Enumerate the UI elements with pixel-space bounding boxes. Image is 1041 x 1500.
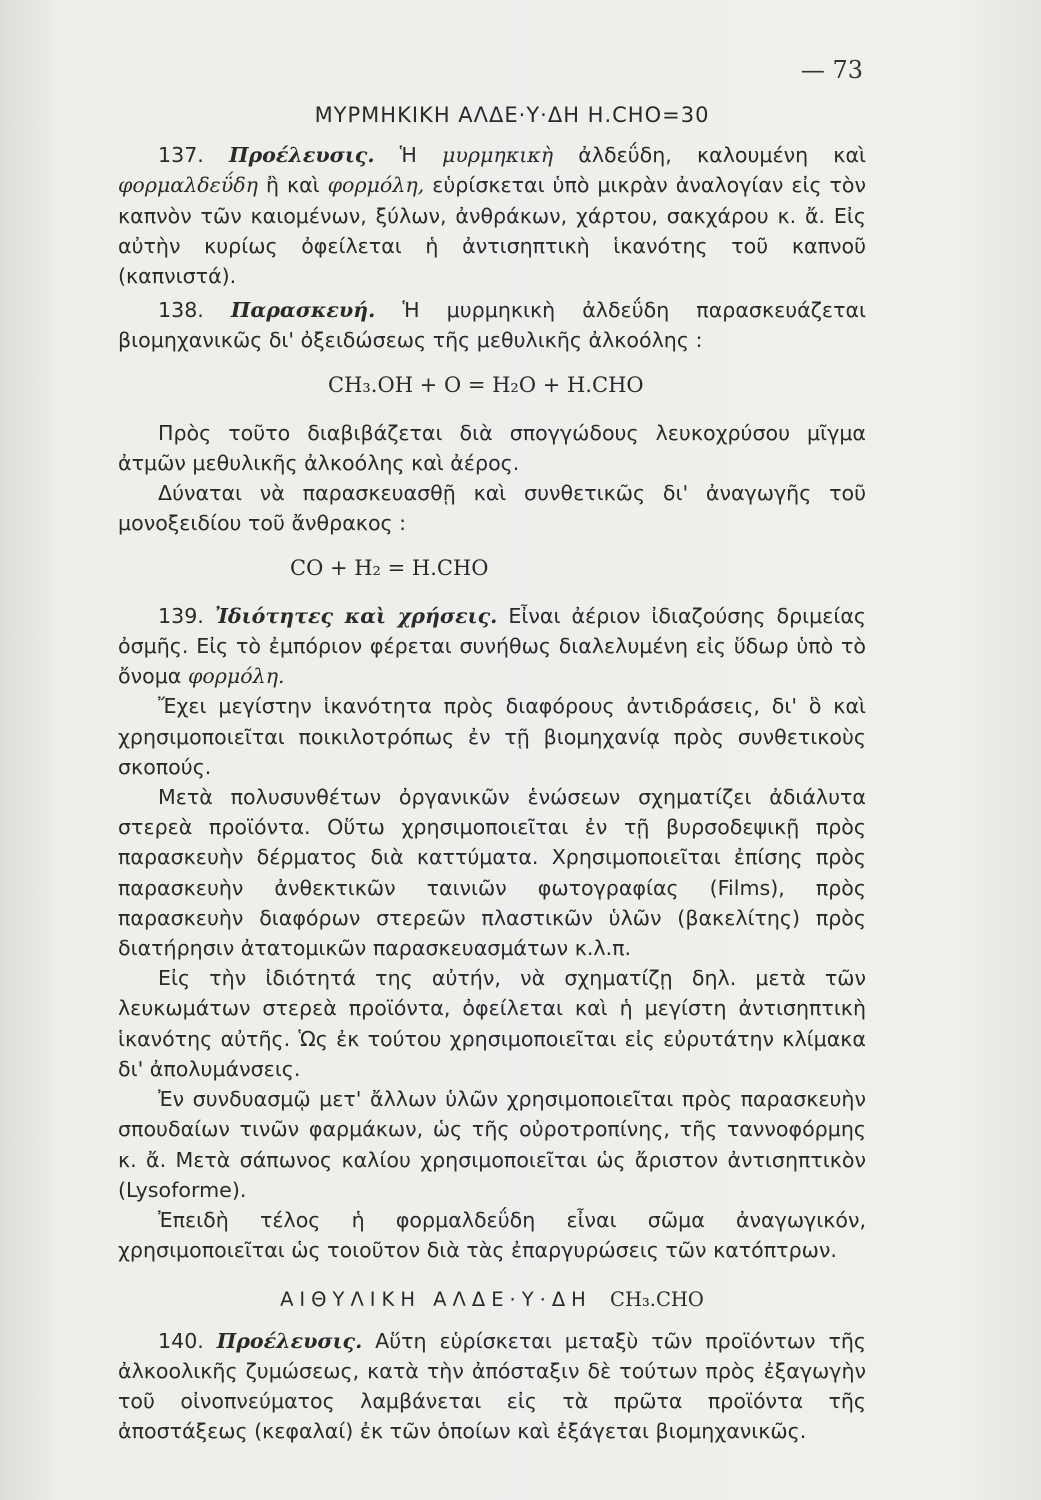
page-number: — 73	[800, 56, 863, 84]
paragraph-title: Προέλευσις.	[216, 1328, 363, 1353]
emphasis-term: φορμαλδεΰδη	[118, 173, 258, 198]
text-run: ἢ καὶ	[265, 173, 320, 198]
emphasis-term: φορμόλη.	[187, 664, 285, 689]
emphasis-term: μυρμηκικὴ	[441, 143, 554, 168]
text-run: εὑρίσκεται ὑπὸ μικρὰν ἀναλογίαν εἰς τὸν καπνὸν τῶν καιομένων, ξύλων, ἀνθράκων, χάρτου, σακχάρου κ. ἄ. Εἰς αὐτὴν κυρίως ὀφείλεται ἡ ἀντισηπτικὴ ἱκανότης τοῦ καπνοῦ (καπνιστά).	[118, 173, 867, 289]
text-run: Εἶναι ἀέριον ἰδιαζούσης δριμείας ὀσμῆς. Εἰς τὸ ἐμπόριον φέρεται συνήθως διαλελυμένη εἰς ὕδωρ ὑπὸ τὸ ὄνομα	[118, 603, 867, 689]
paragraph-139-uses: Μετὰ πολυσυνθέτων ὀργανικῶν ἑνώσεων σχηματίζει ἀδιάλυτα στερεὰ προϊόντα. Οὕτω χρησιμοποιεῖται ἐν τῇ βυρσοδεψικῇ πρὸς παρασκευὴν δέρματος διὰ καττύματα. Χρησιμοποιεῖται ἐπίσης πρὸς παρασκευὴν ἀνθεκτικῶν ταινιῶν φωτογραφίας (Films), πρὸς παρασκευὴν διαφόρων στερεῶν πλαστικῶν ὑλῶν (βακελίτης) πρὸς διατήρησιν ἀτατομικῶν παρασκευασμάτων κ.λ.π.	[118, 785, 866, 961]
paragraph-138-process: Πρὸς τοῦτο διαβιβάζεται διὰ σπογγώδους λευκοχρύσου μῖγμα ἀτμῶν μεθυλικῆς ἀλκοόλης καὶ ἀέρος.	[118, 420, 866, 476]
section-heading-formic-aldehyde: ΜΥΡΜΗΚΙΚΗ ΑΛΔΕ·Υ·ΔΗ Η.CHO=30	[314, 103, 710, 127]
paragraph-139	[118, 601, 866, 692]
paragraph-138-synthesis: Δύναται νὰ παρασκευασθῇ καὶ συνθετικῶς δι' ἀναγωγῆς τοῦ μονοξειδίου τοῦ ἄνθρακος :	[118, 481, 866, 536]
heading-label: ΑΙΘΥΛΙΚΗ ΑΛΔΕ·Υ·ΔΗ	[280, 1288, 592, 1312]
paragraph-140	[118, 1326, 866, 1447]
paragraph-title: Παρασκευή.	[230, 298, 376, 323]
section-heading-acetaldehyde	[118, 1285, 866, 1315]
emphasis-term: φορμόλη,	[327, 173, 425, 198]
paragraph-139-silvering: Ἐπειδὴ τέλος ἡ φορμαλδεΰδη εἶναι σῶμα ἀναγωγικόν, χρησιμοποιεῖται ὡς τοιοῦτον διὰ τὰς ἐπαργυρώσεις τῶν κατόπτρων.	[118, 1207, 866, 1263]
paragraph-138	[118, 295, 866, 355]
paragraph-number: 140.	[158, 1328, 204, 1353]
equation-oxidation: CH₃.OH + O = H₂O + H.CHO	[328, 372, 644, 397]
paragraph-title: Προέλευσις.	[228, 143, 375, 168]
text-run: Αὕτη εὑρίσκεται μεταξὺ τῶν προϊόντων τῆς ἀλκοολικῆς ζυμώσεως, κατὰ τὴν ἀπόσταξιν δὲ τούτων πρὸς ἐξαγωγὴν τοῦ οἰνοπνεύματος λαμβάνεται εἰς τὰ πρῶτα προϊόντα τῆς ἀποστάξεως (κεφαλαί) ἐκ τῶν ὁποίων καὶ ἐξάγεται βιομηχανικῶς.	[118, 1328, 866, 1444]
paragraph-number: 139.	[158, 603, 204, 628]
text-run: Ἡ μυρμηκικὴ ἀλδεΰδη παρασκευάζεται βιομηχανικῶς δι' ὀξειδώσεως τῆς μεθυλικῆς ἀλκοόλης :	[118, 298, 867, 353]
text-run: Ἡ	[399, 143, 417, 168]
equation-reduction: CO + H₂ = H.CHO	[290, 555, 489, 580]
paragraph-139-reactions: Ἔχει μεγίστην ἱκανότητα πρὸς διαφόρους ἀντιδράσεις, δι' ὃ καὶ χρησιμοποιεῖται ποικιλοτρόπως ἐν τῇ βιομηχανίᾳ πρὸς συνθετικοὺς σκοπούς.	[118, 694, 866, 779]
paragraph-139-antiseptic: Εἰς τὴν ἰδιότητά της αὐτήν, νὰ σχηματίζῃ δηλ. μετὰ τῶν λευκωμάτων στερεὰ προϊόντα, ὀφείλεται καὶ ἡ μεγίστη ἀντισηπτικὴ ἱκανότης αὐτῆς. Ὡς ἐκ τούτου χρησιμοποιεῖται εἰς εὐρυτάτην κλίμακα δι' ἀπολυμάνσεις.	[118, 966, 866, 1081]
paragraph-139-pharma: Ἐν συνδυασμῷ μετ' ἄλλων ὑλῶν χρησιμοποιεῖται πρὸς παρασκευὴν σπουδαίων τινῶν φαρμάκων, ὡς τῆς οὐροτροπίνης, τῆς ταννοφόρμης κ. ἄ. Μετὰ σάπωνος καλίου χρησιμοποιεῖται ὡς ἄριστον ἀντισηπτικὸν (Lysoforme).	[118, 1087, 866, 1202]
paragraph-title: Ἰδιότητες καὶ χρήσεις.	[214, 603, 498, 628]
paragraph-number: 137.	[158, 143, 204, 168]
heading-formula: CH₃.CHO	[610, 1288, 704, 1312]
text-run: ἀλδεΰδη, καλουμένη καὶ	[578, 143, 866, 168]
paragraph-number: 138.	[158, 298, 204, 323]
page-content	[118, 100, 866, 1446]
paragraph-137	[118, 140, 866, 291]
